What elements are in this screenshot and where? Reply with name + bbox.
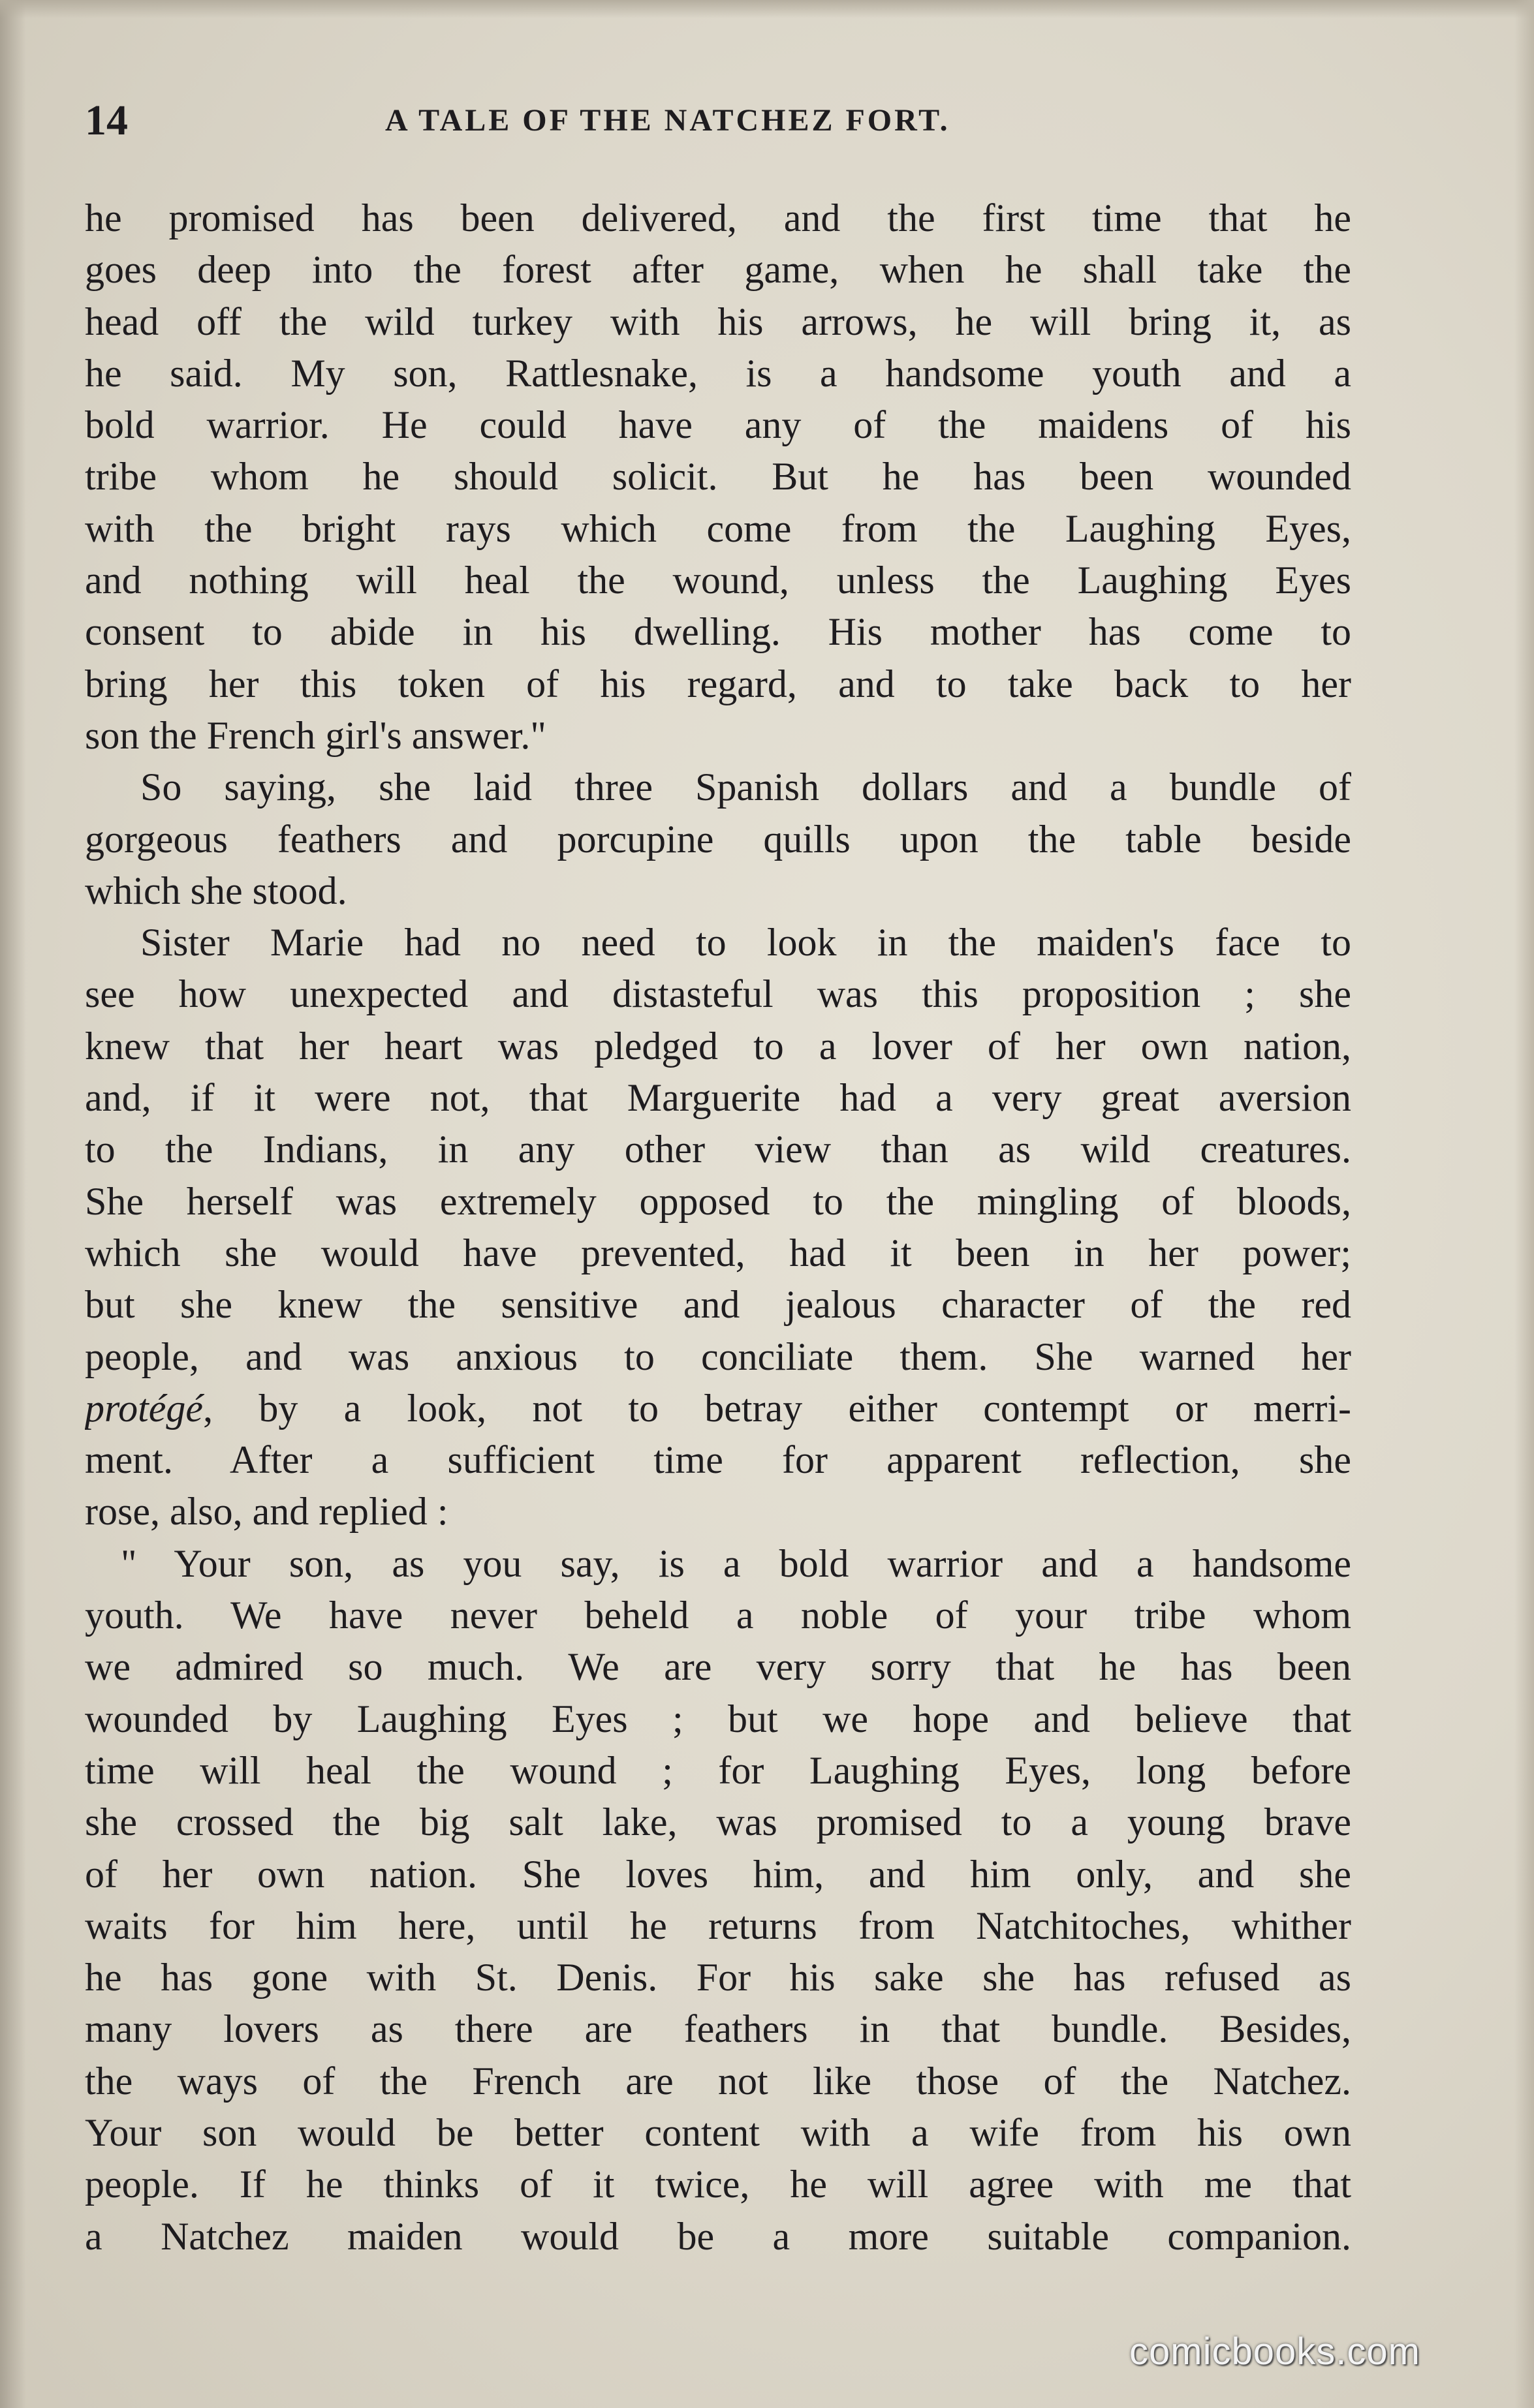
text-line: wounded by Laughing Eyes ; but we hope and believe that: [85, 1697, 1351, 1740]
text-line: we admired so much. We are very sorry that he has been: [85, 1645, 1351, 1689]
text-line: waits for him here, until he returns from Natchitoches, whither: [85, 1904, 1351, 1947]
text-line: time will heal the wound ; for Laughing Eyes, long before: [85, 1748, 1351, 1792]
text-line: She herself was extremely opposed to the mingling of bloods,: [85, 1179, 1351, 1223]
text-line: son the French girl's answer.": [85, 713, 546, 757]
text-line: So saying, she laid three Spanish dollars and a bundle of: [140, 765, 1351, 809]
text-line: with the bright rays which come from the Laughing Eyes,: [85, 506, 1351, 550]
text-line: a Natchez maiden would be a more suitable companion.: [85, 2214, 1351, 2258]
page-edge-shadow-top: [0, 0, 1534, 18]
text-line: people. If he thinks of it twice, he will agree with me that: [85, 2163, 1351, 2206]
body-text: [85, 193, 1351, 2262]
text-line: youth. We have never beheld a noble of your tribe whom: [85, 1594, 1351, 1637]
running-head: [85, 91, 1351, 150]
text-line: which she would have prevented, had it been in her power;: [85, 1231, 1351, 1274]
text-line: but she knew the sensitive and jealous character of the red: [85, 1283, 1351, 1327]
italic-word: protégé: [85, 1386, 204, 1430]
text-line: protégé, by a look, not to betray either contempt or merri-: [85, 1386, 1351, 1430]
text-line: goes deep into the forest after game, when he shall take the: [85, 248, 1351, 292]
text-line: rose, also, and replied :: [85, 1490, 448, 1534]
text-line: he said. My son, Rattlesnake, is a handsome youth and a: [85, 351, 1351, 395]
text-line: he promised has been delivered, and the first time that he: [85, 196, 1351, 239]
text-line: she crossed the big salt lake, was promised to a young brave: [85, 1800, 1351, 1844]
text-line: bring her this token of his regard, and to take back to her: [85, 662, 1351, 705]
text-line: Your son would be better content with a wife from his own: [85, 2110, 1351, 2154]
text-line: people, and was anxious to conciliate them. She warned her: [85, 1335, 1351, 1378]
text-line: knew that her heart was pledged to a lover of her own nation,: [85, 1024, 1351, 1068]
text-line: to the Indians, in any other view than as wild creatures.: [85, 1128, 1351, 1171]
text-line: " Your son, as you say, is a bold warrior and a handsome: [121, 1541, 1351, 1585]
page-edge-shadow-left: [0, 0, 26, 2408]
text-line: tribe whom he should solicit. But he has been wounded: [85, 455, 1351, 499]
text-line: gorgeous feathers and porcupine quills upon the table beside: [85, 817, 1351, 861]
page-number: 14: [85, 97, 128, 144]
text-line: which she stood.: [85, 869, 347, 912]
text-line: of her own nation. She loves him, and him only, and she: [85, 1852, 1351, 1896]
page-edge-shadow-right: [1514, 0, 1534, 2408]
text-line: many lovers as there are feathers in that bundle. Besides,: [85, 2007, 1351, 2051]
watermark: comicbooks.com: [1129, 2330, 1420, 2373]
running-title: A TALE OF THE NATCHEZ FORT.: [385, 103, 950, 138]
text-line: see how unexpected and distasteful was this proposition ; she: [85, 972, 1351, 1016]
text-line: and nothing will heal the wound, unless the Laughing Eyes: [85, 559, 1351, 602]
text-line: he has gone with St. Denis. For his sake she has refused as: [85, 1956, 1351, 1999]
text-line: Sister Marie had no need to look in the maiden's face to: [140, 921, 1351, 965]
text-line: head off the wild turkey with his arrows, he will bring it, as: [85, 300, 1351, 343]
text-line: bold warrior. He could have any of the maidens of his: [85, 403, 1351, 447]
text-line: the ways of the French are not like those of the Natchez.: [85, 2059, 1351, 2103]
text-line: and, if it were not, that Marguerite had a very great aversion: [85, 1076, 1351, 1120]
text-line: consent to abide in his dwelling. His mother has come to: [85, 610, 1351, 654]
text-line: ment. After a sufficient time for apparent reflection, she: [85, 1438, 1351, 1482]
